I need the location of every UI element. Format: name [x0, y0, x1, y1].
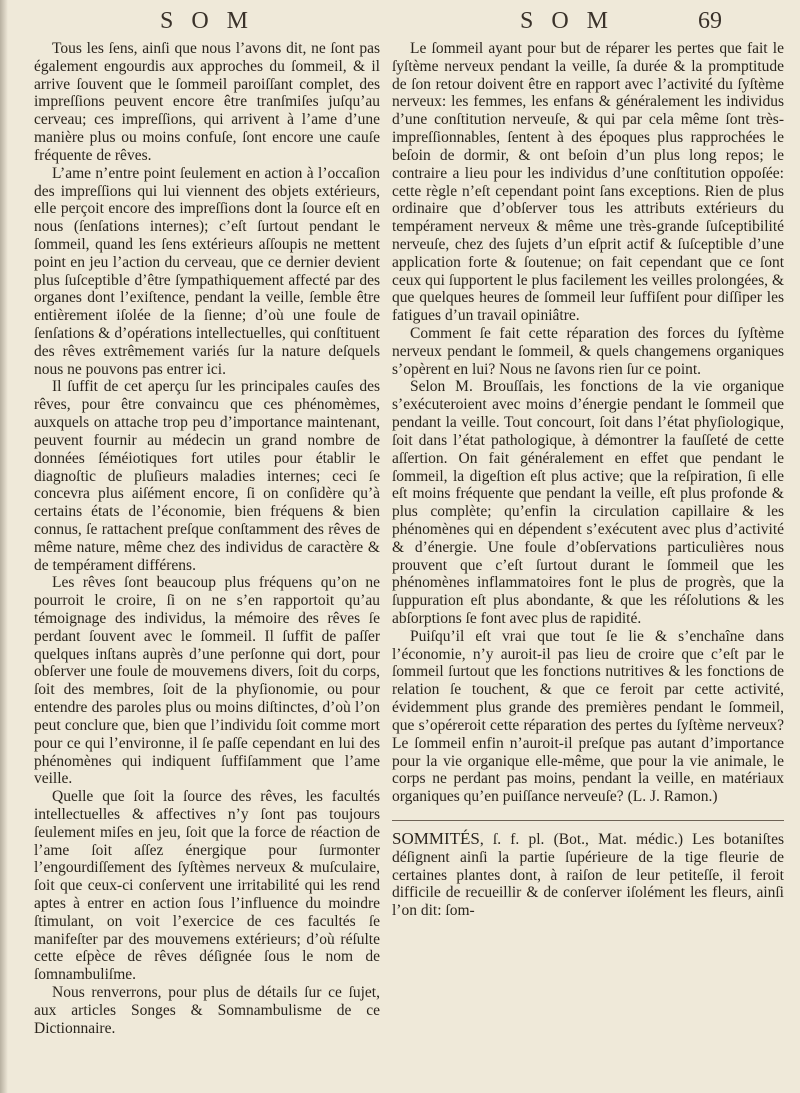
page-number: 69: [698, 8, 722, 34]
paragraph: Selon M. Brouſſais, les fonctions de la vie organique s’exécuteroient avec moins d’énergie pendant le ſommeil que pendant la veille. Tout concourt, ſoit dans l’état phyſiologique, ſoit dans l’état pathologique, à démontrer la fauſſeté de cette aſſertion. On fait généralement en effet que pendant le ſommeil, la digeſtion eſt plus active; que la reſpiration, ſi elle eſt moins fréquente que pendant la veille, eſt plus profonde & plus complète; qu’enfin la circulation capillaire & les phénomènes qui en dépendent s’exécutent avec plus d’activité & d’énergie. Une foule d’obſervations particulières nous prouvent que c’eſt ſurtout durant le ſommeil que les phénomènes inflammatoires font le plus de progrès, que la ſuppuration eſt plus abondante, & que les réſolutions & les abſorptions ſe font avec plus de rapidité.: [392, 378, 784, 627]
entry-headword: SOMMITÉS: [392, 828, 480, 848]
running-head-center: S O M: [520, 8, 615, 34]
paragraph: Quelle que ſoit la ſource des rêves, les facultés intellectuelles & affectives n’y ſont pas toujours ſeulement miſes en jeu, ſoit que la force de réaction de l’ame ſoit aſſez énergique pour ſurmonter l’engourdiſſement des ſyſtèmes nerveux & muſculaire, ſoit que ceux-ci conſervent une irritabilité qui les rend aptes à entrer en action ſous l’influence du moindre ſtimulant, on voit l’exercice de ces facultés ſe manifeſter par des mouvemens extérieurs; d’où réſulte cette eſpèce de rêves déſignée ſous le nom de ſomnambuliſme.: [34, 788, 380, 984]
paragraph: Tous les ſens, ainſi que nous l’avons dit, ne ſont pas également engourdis aux approches du ſommeil, & il arrive ſouvent que le ſommeil paroiſſant complet, des impreſſions peuvent encore être tranſmiſes juſqu’au cerveau; ces impreſſions, qui arrivent à l’ame d’une manière plus ou moins confuſe, ſont encore une cauſe fréquente de rêves.: [34, 40, 380, 164]
paragraph: Il ſuffit de cet aperçu ſur les principales cauſes des rêves, pour être convaincu que ces phénomèmes, auxquels on attache trop peu d’importance maintenant, peuvent fournir au médecin un grand nombre de données ſéméiotiques fort utiles pour établir le diagnoſtic de pluſieurs maladies internes; ceci ſe concevra plus aiſément encore, ſi on conſidère qu’à certains états de l’économie, bien fréquens & bien connus, ſe rattachent preſque conſtamment des rêves de même nature, même chez des individus de caractère & de tempérament différens.: [34, 378, 380, 574]
dictionary-entry: [392, 820, 784, 920]
paragraph: Nous renverrons, pour plus de détails ſur ce ſujet, aux articles Songes & Somnambulisme de ce Dictionnaire.: [34, 984, 380, 1037]
paragraph: Puiſqu’il eſt vrai que tout ſe lie & s’enchaîne dans l’économie, n’y auroit-il pas lieu de croire que c’eſt par le ſommeil ſurtout que les fonctions nutritives & les fonctions de relation ſe touchent, & que ce feroit par cette activité, évidemment plus grande des premières pendant le ſommeil, que s’opéreroit cette réparation des pertes du ſyſtème nerveux? Le ſommeil enfin n’auroit-il preſque pas autant d’importance pour la vie organique elle-même, que pour la vie animale, le corps ne perdant pas moins, pendant la veille, en matériaux organiques qu’en puiſſance nerveuſe? (L. J. Ramon.): [392, 627, 784, 806]
left-column: [34, 40, 380, 1038]
right-column: [392, 40, 784, 920]
entry-text: , ſ. f. pl. (Bot., Mat. médic.) Les botaniſtes déſignent ainſi la partie ſupérieure de la tige fleurie de certaines plantes dont, à raiſon de leur petiteſſe, il feroit difficile de recueillir & de conſerver iſolément les fleurs, ainſi l’on dit: ſom-: [392, 830, 784, 920]
paragraph: Le ſommeil ayant pour but de réparer les pertes que fait le ſyſtème nerveux pendant la veille, ſa durée & la promptitude de ſon retour doivent être en rapport avec l’activité du ſyſtème nerveux: les femmes, les enfans & généralement les individus d’une conſtitution nerveuſe, & qui par cela même ſont très-impreſſionnables, ſentent à des époques plus rapprochées le beſoin de dormir, & ont beſoin d’un plus long repos; le contraire a lieu pour les individus d’une conſtitution oppoſée: cette règle n’eſt cependant point ſans exceptions. Rien de plus ordinaire que d’obſerver tous les attributs extérieurs du tempérament nerveux & même une très-grande ſuſceptibilité nerveuſe, chez des ſujets d’un eſprit actif & ſuſceptible d’une application forte & ſoutenue; on fait cependant que ce ſont ceux qui ſupportent le plus facilement les veilles prolongées, & que quelques heures de ſommeil leur ſuffiſent pour diſſiper les fatigues d’un travail opiniâtre.: [392, 40, 784, 325]
paragraph: Les rêves ſont beaucoup plus fréquens qu’on ne pourroit le croire, ſi on ne s’en rapportoit qu’au témoignage des individus, la mémoire des rêves ſe perdant ſouvent avec le ſommeil. Il ſuffit de paſſer quelques inſtans auprès d’une perſonne qui dort, pour obſerver une foule de mouvemens divers, ſoit du corps, ſoit des membres, ſoit de la phyſionomie, ou pour entendre des paroles plus ou moins diſtinctes, d’où l’on peut conclure que, bien que l’individu ſoit comme mort pour ce qui l’environne, il ſe paſſe cependant en lui des phénomènes qui indiquent ſuffiſamment que l’ame veille.: [34, 574, 380, 788]
page-gutter-shadow: [0, 0, 8, 1093]
running-head-left: S O M: [160, 8, 255, 34]
paragraph: L’ame n’entre point ſeulement en action à l’occaſion des impreſſions qui lui viennent des objets extérieurs, elle perçoit encore des impreſſions dont la ſource eſt en nous (ſenſations internes); c’eſt ſurtout pendant le ſommeil, quand les ſens extérieurs aſſoupis ne mettent point en jeu l’action du cerveau, que ce dernier devient plus ſuſceptible d’être ſympathiquement affecté par des organes dont l’exiſtence, pendant la veille, ſemble être entièrement iſolée de la ſienne; d’où une foule de ſenſations & d’opérations intellectuelles, qui conſtituent des rêves extrêmement variés ſur la nature deſquels nous ne pouvons pas entrer ici.: [34, 164, 380, 378]
paragraph: Comment ſe fait cette réparation des forces du ſyſtème nerveux pendant le ſommeil, & quels changemens organiques s’opèrent en lui? Nous ne ſavons rien ſur ce point.: [392, 325, 784, 378]
